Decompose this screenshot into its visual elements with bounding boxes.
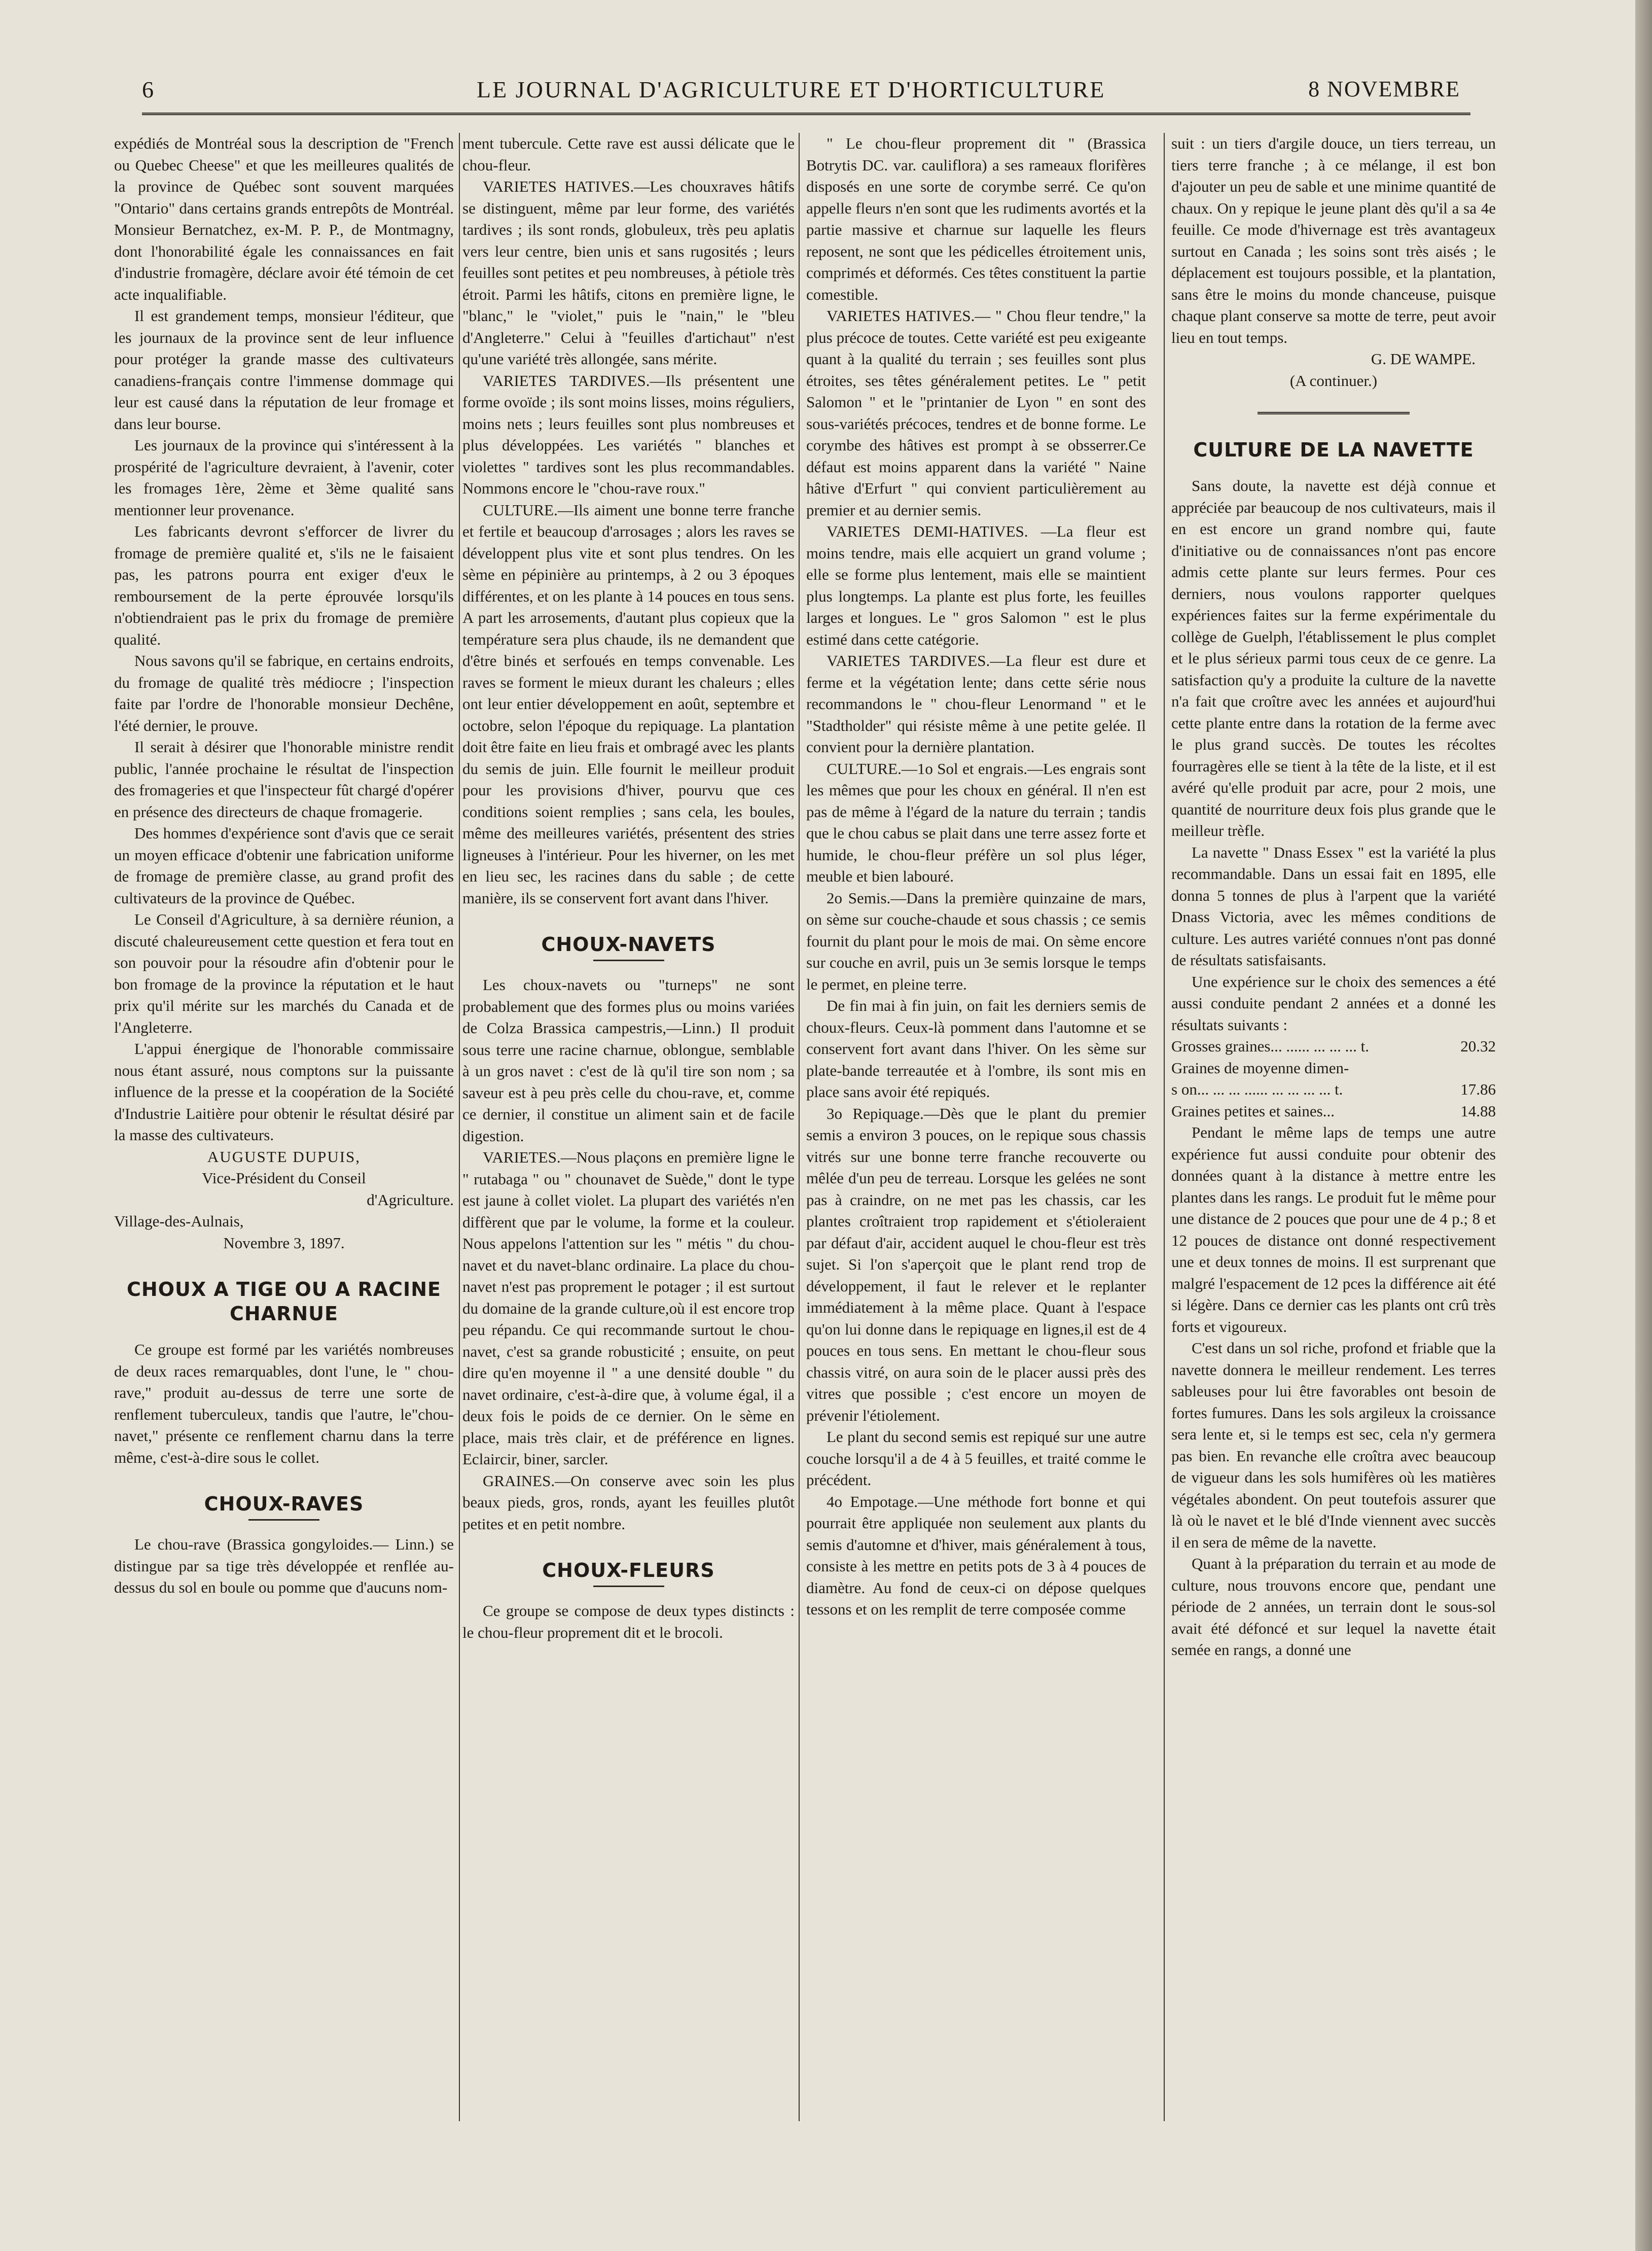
paragraph: VARIETES TARDIVES.—La fleur est dure et ferme et la végétation lente; dans cette série nous recommandons le " chou-fleur Lenormand " et le "Stadtholder" qui résiste même à une petite gelée. Il convient pour la dernière plantation. xyxy=(806,652,1146,756)
table-cell-label: Grosses graines... ...... ... ... ... t. xyxy=(1171,1037,1370,1055)
page-number: 6 xyxy=(142,77,154,102)
paragraph: expédiés de Montréal sous la description de "French ou Quebec Cheese" et que les meilleures qualités de la province de Québec sont souvent marquées "Ontario" dans certains grands entrepôts de Montréal. Monsieur Bernatchez, ex-M. P. P., de Montmagny, dont l'honorabilité égale les connaissances en fait d'industrie fromagère, déclare avoir été témoin de cet acte inqualifiable. xyxy=(114,134,454,303)
paragraph: La navette " Dnass Essex " est la variété la plus recommandable. Dans un essai fait en 1895, elle donna 5 tonnes de plus à l'arpent que la variété Dnass Victoria, avec les mêmes conditions de culture. Les autres variété connues n'ont pas donné de résultats satisfaisants. xyxy=(1171,843,1496,969)
paragraph: Une expérience sur le choix des semences a été aussi conduite pendant 2 années et a donné les résultats suivants : xyxy=(1171,972,1496,1034)
paragraph: CULTURE.—Ils aiment une bonne terre franche et fertile et beaucoup d'arrosages ; alors les raves se développent plus vite et sont plus tendres. On les sème en pépinière au printemps, à 2 ou 3 époques différentes, et on les plante à 14 pouces en tous sens. A part les arrosements, d'autant plus copieux que la température sera plus chaude, ils ne demandent que d'être binés et serfoués en temps convenable. Les raves se forment le mieux durant les chaleurs ; elles ont leur entier développement en août, septembre et octobre, selon l'époque du repiquage. La plantation doit être faite en lieu frais et ombragé avec les plants du semis de juin. Elle fournit le meilleur produit pour les provisions d'hiver, pourvu que ces conditions soient remplies ; sans cela, les boules, même des meilleures variétés, présentent des stries ligneuses à l'intérieur. Pour les hiverner, on les met en lieu sec, les racines dans du sable ; de cette manière, ils se conservent fort avant dans l'hiver. xyxy=(462,501,795,907)
paragraph: Pendant le même laps de temps une autre expérience fut aussi conduite pour obtenir des données quant à la distance à mettre entre les plantes dans les rangs. Le produit fut le même pour une distance de 2 pouces que pour une de 4 p.; 8 et 12 pouces de distance ont donné respectivement une et deux tonnes de moins. Il est surprenant que malgré l'espacement de 12 pces la différence ait été si légère. Dans ce dernier cas les plants ont crû très forts et vigoureux. xyxy=(1171,1123,1496,1335)
column-rule xyxy=(1164,133,1165,2121)
paragraph: Il serait à désirer que l'honorable ministre rendit public, l'année prochaine le résultat de l'inspection des fromageries et que l'inspecteur fût chargé d'opérer en présence des directeurs de chaque fromagerie. xyxy=(114,738,454,821)
header-rule xyxy=(142,113,1470,115)
paragraph: VARIETES.—Nous plaçons en première ligne le " rutabaga " ou " chounavet de Suède," dont le type est jaune à collet violet. La plupart des variétés n'en diffèrent que par le volume, la forme et la couleur. Nous appelons l'attention sur les " métis " du chou-navet et du navet-blanc ordinaire. La place du chou-navet n'est pas proprement le potager ; il est surtout du domaine de la grande culture,où il est encore trop peu répandu. Ce qui recommande surtout le chou-navet, c'est sa grande robusticité ; ensuite, on peut dire qu'en moyenne il " a une densité double " du navet ordinaire, c'est-à-dire que, à volume égal, il a deux fois le poids de ce dernier. On le sème en place, mais très clair, et de préférence en lignes. Eclaircir, biner, sarcler. xyxy=(462,1148,795,1468)
paragraph: ment tubercule. Cette rave est aussi délicate que le chou-fleur. xyxy=(462,134,795,174)
paragraph: 3o Repiquage.—Dès que le plant du premier semis a environ 3 pouces, on le repique sous chassis vitrés sur une bonne terre franche recouverte ou mêlée d'un peu de terreau. Lorsque les gelées ne sont pas à craindre, on ne met pas les chassis, car les plantes croîtraient trop rapidement et s'étioleraient par défaut d'air, accident auquel le chou-fleur est très sujet. Si l'on s'aperçoit que le plant rend trop de développement, il faut le relever et le replanter immédiatement à la même place. Quant à l'espace qu'on lui donne dans le repiquage en lignes,il est de 4 pouces en tous sens. En mettant le chou-fleur sous chassis vitré, on aura soin de le placer aussi près des vitres que possible ; c'est encore un moyen de prévenir l'étiolement. xyxy=(806,1104,1146,1424)
signature-name: G. DE WAMPE. xyxy=(1371,350,1476,368)
column-2 xyxy=(462,133,795,2111)
heading-rule xyxy=(593,1586,664,1587)
section-heading-text: CHOUX-RAVES xyxy=(204,1493,364,1515)
heading-rule xyxy=(248,1519,319,1521)
column-3 xyxy=(806,133,1146,2111)
paragraph: Les fabricants devront s'efforcer de livrer du fromage de première qualité et, s'ils ne le faisaient pas, les patrons pourra ent exiger d'eux le remboursement de la perte éprouvée lorsqu'ils n'obtiendraient pas le prix du fromage de première qualité. xyxy=(114,522,454,648)
signature-name: AUGUSTE DUPUIS, xyxy=(207,1147,361,1166)
heading-rule xyxy=(593,960,664,961)
paragraph: C'est dans un sol riche, profond et friable que la navette donnera le meilleur rendement. Les terres sableuses pour lui être favorables ont besoin de fortes fumures. Dans les sols argileux la croissance sera lente et, si le temps est sec, cela n'y germera pas bien. En revanche elle croîtra avec beaucoup de vigueur dans les sols humifères où les matières végétales abondent. On peut toutefois assurer que là où le navet et le blé d'Inde viennent avec succès il en sera de même de la navette. xyxy=(1171,1339,1496,1551)
paragraph: Sans doute, la navette est déjà connue et appréciée par beaucoup de nos cultivateurs, mais il en est encore un grand nombre qui, faute d'initiative ou de connaissances n'ont pas encore admis cette plante sur leurs fermes. Pour ces derniers, nous voulons rapporter quelques expériences faites sur la ferme expérimentale du collège de Guelph, l'établissement le plus complet et le plus sérieux parmi tous ceux de ce genre. La satisfaction qu'y a produite la culture de la navette n'a fait que croître avec les années et aujourd'hui cette plante entre dans la rotation de la ferme avec le plus grand succès. De toutes les récoltes fourragères elle se tient à la tête de la liste, et il est avéré qu'elle produit par acre, pour 2 mois, une quantité de nourriture deux fois plus grande que le meilleur trèfle. xyxy=(1171,477,1496,839)
paragraph: 4o Empotage.—Une méthode fort bonne et qui pourrait être appliquée non seulement aux plants du semis d'automne et d'hiver, mais généralement à tous, consiste à les mettre en petits pots de 3 à 4 pouces de diamètre. Au fond de ceux-ci on dépose quelques tessons et on les remplit de terre composée comme xyxy=(806,1492,1146,1618)
section-heading-text: CHOUX-FLEURS xyxy=(542,1559,715,1581)
paragraph: VARIETES DEMI-HATIVES. —La fleur est moins tendre, mais elle acquiert un grand volume ; elle se forme plus lentement, mais elle se maintient plus longtemps. La plante est plus forte, les feuilles larges et longues. Le " gros Salomon " est le plus estimé dans cette catégorie. xyxy=(806,522,1146,648)
paragraph: Ce groupe se compose de deux types distincts : le chou-fleur proprement dit et le brocoli. xyxy=(462,1602,795,1641)
table-cell-value: 20.32 xyxy=(1460,1037,1496,1055)
issue-date: 8 NOVEMBRE xyxy=(1308,77,1460,101)
section-heading-text: CHOUX A TIGE OU A RACINE CHARNUE xyxy=(127,1278,441,1325)
dateline-date: Novembre 3, 1897. xyxy=(223,1234,345,1252)
section-heading-text: CHOUX-NAVETS xyxy=(541,933,716,956)
table-cell-label: Graines petites et saines... xyxy=(1171,1102,1335,1120)
paragraph: Nous savons qu'il se fabrique, en certains endroits, du fromage de qualité très médiocre ; l'inspection faite par l'ordre de l'honorable monsieur Dechêne, l'été dernier, le prouve. xyxy=(114,652,454,734)
column-4 xyxy=(1171,133,1496,2111)
section-heading xyxy=(114,1492,454,1521)
paragraph: Quant à la préparation du terrain et au mode de culture, nous trouvons encore que, pendant une période de 2 années, un terrain dont le sous-sol avait été défoncé et sur lequel la navette était semée en rangs, a donné une xyxy=(1171,1555,1496,1659)
column-1 xyxy=(114,133,454,2111)
paragraph: suit : un tiers d'argile douce, un tiers terreau, un tiers terre franche ; à ce mélange, il est bon d'ajouter un peu de sable et une minime quantité de chaux. On y repique le jeune plant dès qu'il a sa 4e feuille. Ce mode d'hivernage est très avantageux surtout en Canada ; les soins sont très aisés ; le déplacement est toujours possible, et la plantation, sans être le moins du monde chanceuse, puisque chaque plant conserve sa motte de terre, peut avoir lieu en tout temps. xyxy=(1171,134,1496,346)
table-row xyxy=(1171,1036,1496,1058)
table-cell-label: s on... ... ... ...... ... ... ... ... t. xyxy=(1171,1080,1343,1098)
section-heading-text: CULTURE DE LA NAVETTE xyxy=(1193,439,1474,461)
journal-title: LE JOURNAL D'AGRICULTURE ET D'HORTICULTURE xyxy=(477,77,1106,102)
paragraph: Ce groupe est formé par les variétés nombreuses de deux races remarquables, dont l'une, le " chou-rave," produit au-dessus de terre une sorte de renflement tuberculeux, tandis que l'autre, le"chou-navet," présente ce renflement charnu dans la terre même, c'est-à-dire sous le collet. xyxy=(114,1341,454,1466)
paragraph: Le chou-rave (Brassica gongyloides.— Linn.) se distingue par sa tige très développée et renflée au-dessus du sol en boule ou pomme que d'aucuns nom- xyxy=(114,1535,454,1596)
page-binding-edge xyxy=(1635,0,1652,2251)
paragraph: Les choux-navets ou "turneps" ne sont probablement que des formes plus ou moins variées de Colza Brassica campestris,—Linn.) Il produit sous terre une racine charnue, oblongue, semblable à un gros navet : c'est de là qu'il tire son nom ; sa saveur est à peu près celle du chou-rave, et, comme ce dernier, il constitue un aliment sain et de facile digestion. xyxy=(462,976,795,1145)
table-row-continuation xyxy=(1171,1079,1496,1101)
dateline-place: Village-des-Aulnais, xyxy=(114,1212,244,1230)
table-cell-label: Graines de moyenne dimen- xyxy=(1171,1059,1349,1077)
paragraph: Il est grandement temps, monsieur l'éditeur, que les journaux de la province sent de leur influence pour protéger la grande masse des cultivateurs canadiens-français contre l'immense dommage qui leur est causé dans la réputation de leur fromage et dans leur bourse. xyxy=(114,307,454,433)
section-heading xyxy=(462,932,795,961)
column-rule xyxy=(799,133,800,2121)
section-heading xyxy=(114,1277,454,1326)
section-heading xyxy=(1171,438,1496,462)
paragraph: Les journaux de la province qui s'intéressent à la prospérité de l'agriculture devraient, à l'avenir, coter les fromages 1ère, 2ème et 3ème qualité sans mentionner leur provenance. xyxy=(114,436,454,519)
table-row xyxy=(1171,1101,1496,1122)
paragraph: L'appui énergique de l'honorable commissaire nous étant assuré, nous comptons sur la puissante influence de la presse et la coopération de la Société d'Industrie Laitière pour obtenir le résultat désiré par la masse des cultivateurs. xyxy=(114,1040,454,1144)
paragraph: VARIETES HATIVES.— " Chou fleur tendre," la plus précoce de toutes. Cette variété est peu exigeante quant à la qualité du terrain ; ses feuilles sont plus étroites, ses têtes généralement petites. Le " petit Salomon " et le "printanier de Lyon " en sont des sous-variétés précoces, tendres et de bonne forme. Le corymbe des hâtives est prompt à se obsserrer.Ce défaut est moins apparent dans la variété " Naine hâtive d'Erfurt " qui convient particulièrement au premier et au dernier semis. xyxy=(806,307,1146,519)
table-cell-value: 17.86 xyxy=(1460,1080,1496,1098)
signature-title: d'Agriculture. xyxy=(367,1190,454,1209)
results-table xyxy=(1171,1036,1496,1122)
table-cell-value: 14.88 xyxy=(1460,1102,1496,1120)
paragraph: VARIETES TARDIVES.—Ils présentent une forme ovoïde ; ils sont moins lisses, moins réguliers, moins nets ; leurs feuilles sont plus nombreuses et plus développées. Les variétés " blanches et violettes " tardives sont les plus recommandables. Nommons encore le "chou-rave roux." xyxy=(462,371,795,497)
paragraph: GRAINES.—On conserve avec soin les plus beaux pieds, gros, ronds, ayant les feuilles plutôt petites et en petit nombre. xyxy=(462,1471,795,1533)
section-heading xyxy=(462,1558,795,1587)
paragraph: Des hommes d'expérience sont d'avis que ce serait un moyen efficace d'obtenir une fabrication uniforme de fromage de première classe, au grand profit des cultivateurs de la province de Québec. xyxy=(114,824,454,907)
continued-note: (A continuer.) xyxy=(1289,371,1378,390)
paragraph: CULTURE.—1o Sol et engrais.—Les engrais sont les mêmes que pour les choux en général. Il n'en est pas de même à l'égard de la nature du terrain ; tandis que le chou cabus se plait dans une terre assez forte et humide, le chou-fleur préfère un sol plus léger, meuble et bien labouré. xyxy=(806,759,1146,885)
table-row xyxy=(1171,1058,1496,1101)
paragraph: " Le chou-fleur proprement dit " (Brassica Botrytis DC. var. cauliflora) a ses rameaux florifères disposés en une sorte de corymbe serré. Ce qu'on appelle fleurs n'en sont que les rudiments avortés et la partie massive et charnue sur laquelle les fleurs reposent, ne sont que les pédicelles étroitement unis, comprimés et déformés. Ces têtes constituent la partie comestible. xyxy=(806,134,1146,303)
signature-title: Vice-Président du Conseil xyxy=(202,1169,366,1187)
paragraph: Le plant du second semis est repiqué sur une autre couche lorsqu'il a de 4 à 5 feuilles, et traité comme le précédent. xyxy=(806,1428,1146,1489)
paragraph: Le Conseil d'Agriculture, à sa dernière réunion, a discuté chaleureusement cette question et fera tout en son pouvoir pour la résoudre afin d'obtenir pour le bon fromage de la province la réputation et le haut prix qu'il mérite sur les marchés du Canada et de l'Angleterre. xyxy=(114,910,454,1036)
article-separator xyxy=(1258,412,1410,414)
paragraph: 2o Semis.—Dans la première quinzaine de mars, on sème sur couche-chaude et sous chassis ; ce semis fournit du plant pour le mois de mai. On sème encore sur couche en avril, puis un 3e semis lorsque le temps le permet, en pleine terre. xyxy=(806,889,1146,993)
page-header xyxy=(142,76,1460,112)
paragraph: De fin mai à fin juin, on fait les derniers semis de choux-fleurs. Ceux-là pomment dans l'automne et se conservent fort avant dans l'hiver. On les sème sur plate-bande terreautée et à l'ombre, ils sont mis en place sans avoir été repiqués. xyxy=(806,997,1146,1101)
column-rule xyxy=(459,133,460,2121)
paragraph: VARIETES HATIVES.—Les chouxraves hâtifs se distinguent, même par leur forme, des variétés tardives ; ils sont ronds, globuleux, très peu aplatis vers leur centre, bien unis et sans rugosités ; leurs feuilles sont petites et peu nombreuses, à pétiole très étroit. Parmi les hâtifs, citons en première ligne, le "blanc," le "violet," puis le "nain," le "bleu d'Angleterre." Celui à "feuilles d'artichaut" n'est qu'une variété très allongée, sans mérite. xyxy=(462,178,795,368)
